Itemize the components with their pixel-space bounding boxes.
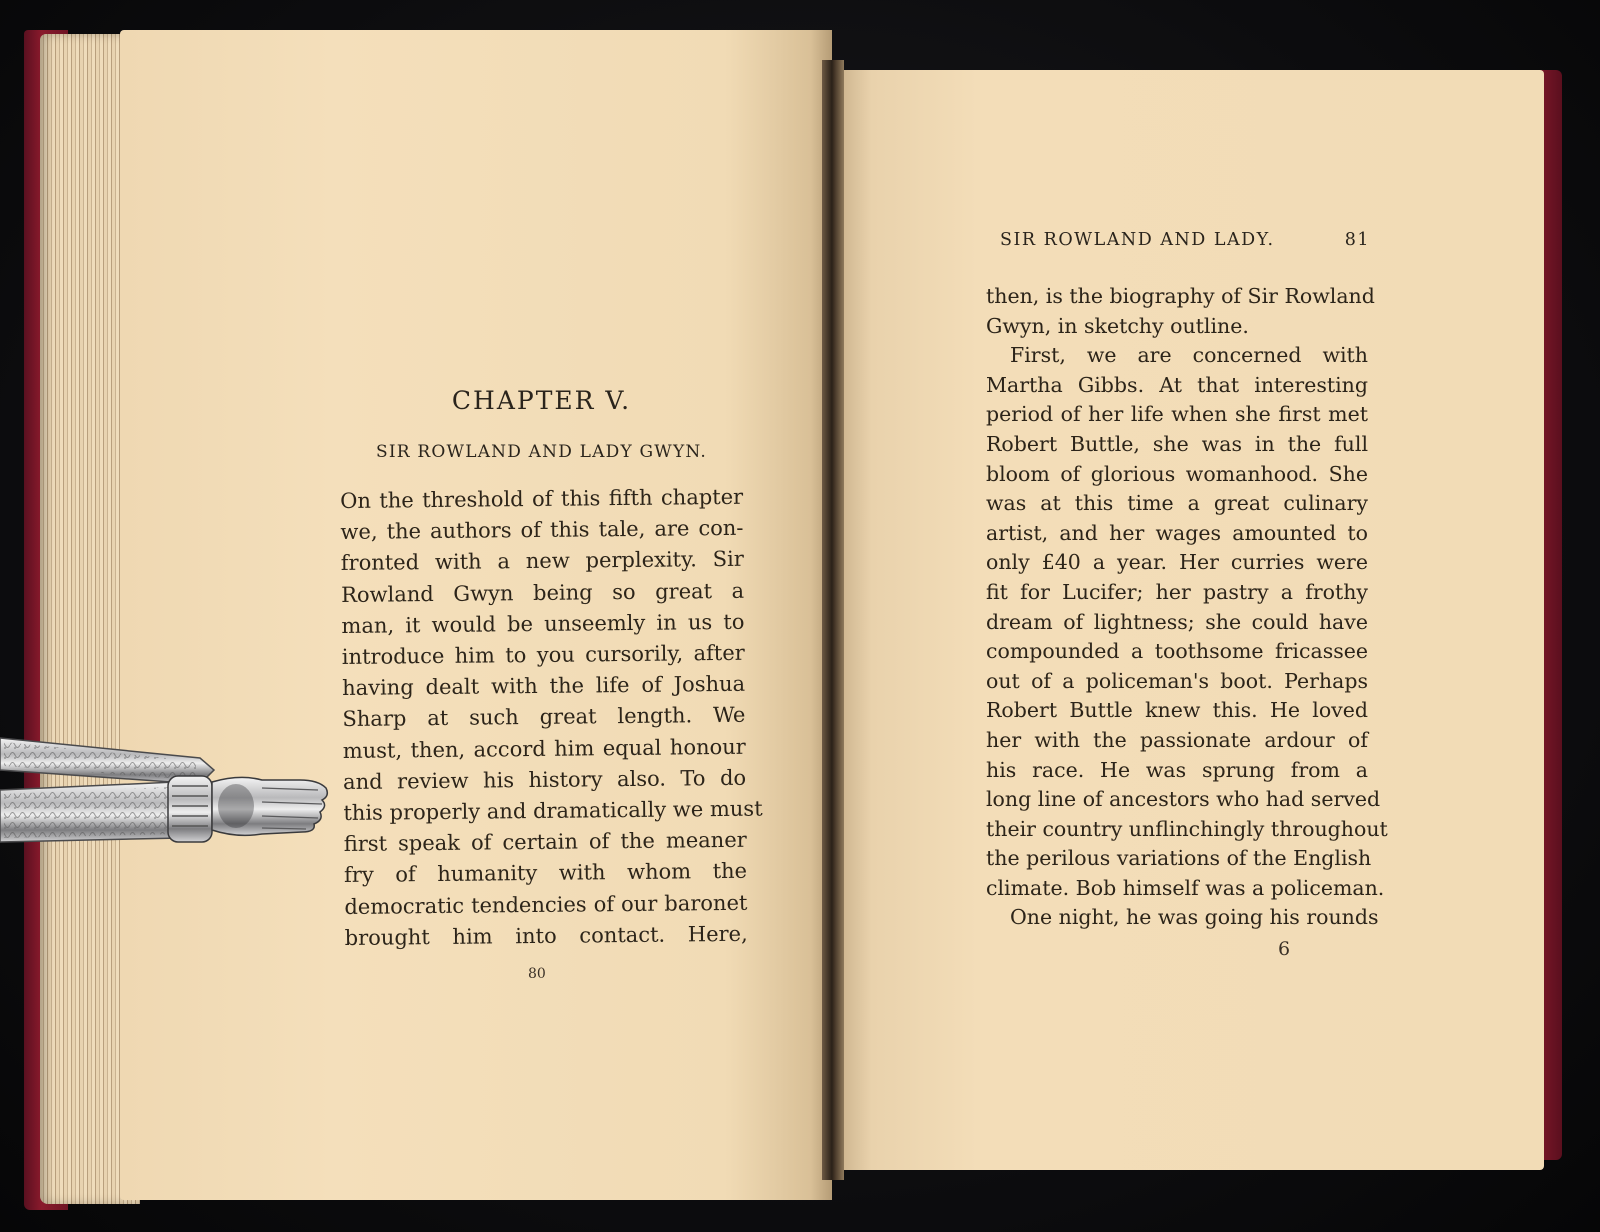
text-line: artist, and her wages amounted to [986,520,1368,545]
text-line: this properly and dramatically we must [343,796,763,826]
text-line: fry of humanity with whom the [343,859,748,888]
text-line: bloom of glorious womanhood. She [986,461,1368,486]
text-line: democratic tendencies of our baronet [344,890,748,919]
text-line: fit for Lucifer; her pastry a frothy [986,579,1368,604]
text-line: On the threshold of this fifth chapter [340,484,744,513]
chapter-title: CHAPTER V. [451,386,632,415]
text-line: her with the passionate ardour of [986,727,1368,752]
running-head-title: SIR ROWLAND AND LADY. [1000,230,1275,250]
text-line: Sharp at such great length. We [342,703,746,732]
text-line: Martha Gibbs. At that interesting [986,372,1368,397]
text-line: compounded a toothsome fricassee [986,639,1368,664]
chapter-subtitle: SIR ROWLAND AND LADY GWYN. [376,442,707,462]
book-gutter [822,60,844,1180]
left-page-body [340,482,763,954]
silver-hand-clip-icon [0,730,340,860]
signature-mark: 6 [1278,938,1291,960]
text-line: Gwyn, in sketchy outline. [986,313,1249,338]
text-line: period of her life when she first met [986,402,1368,427]
text-line: their country unflinchingly throughout [986,816,1388,841]
text-line: Robert Buttle knew this. He loved [986,698,1368,723]
text-line: and review his history also. To do [342,765,747,794]
text-line: must, then, accord him equal honour [342,734,746,763]
text-line: having dealt with the life of Joshua [341,671,746,701]
right-page-number: 81 [1344,230,1370,250]
text-line: first speak of certain of the meaner [343,827,747,857]
text-line: out of a policeman's boot. Perhaps [986,668,1368,693]
text-line: was at this time a great culinary [986,491,1368,516]
text-line: we, the authors of this tale, are con- [340,515,744,545]
text-line: brought him into contact. Here, [344,921,748,950]
text-line: First, we are concerned with [1010,343,1368,368]
right-page-body [986,282,1388,933]
text-line: fronted with a new perplexity. Sir [340,547,744,576]
text-line: One night, he was going his rounds [1010,905,1379,930]
text-line: introduce him to you cursorily, after [341,640,745,670]
text-line: Robert Buttle, she was in the full [986,431,1368,456]
running-head [1000,230,1370,250]
text-line: long line of ancestors who had served [986,787,1381,812]
text-line: then, is the biography of Sir Rowland [986,284,1375,308]
text-line: man, it would be unseemly in us to [341,609,745,638]
text-line: only £40 a year. Her curries were [986,550,1368,575]
text-line: climate. Bob himself was a policeman. [986,875,1385,900]
text-line: the perilous variations of the English [986,846,1372,871]
text-line: Rowland Gwyn being so great a [341,578,745,607]
text-line: dream of lightness; she could have [986,609,1368,634]
text-line: his race. He was sprung from a [986,757,1368,782]
left-page-number: 80 [528,966,546,982]
